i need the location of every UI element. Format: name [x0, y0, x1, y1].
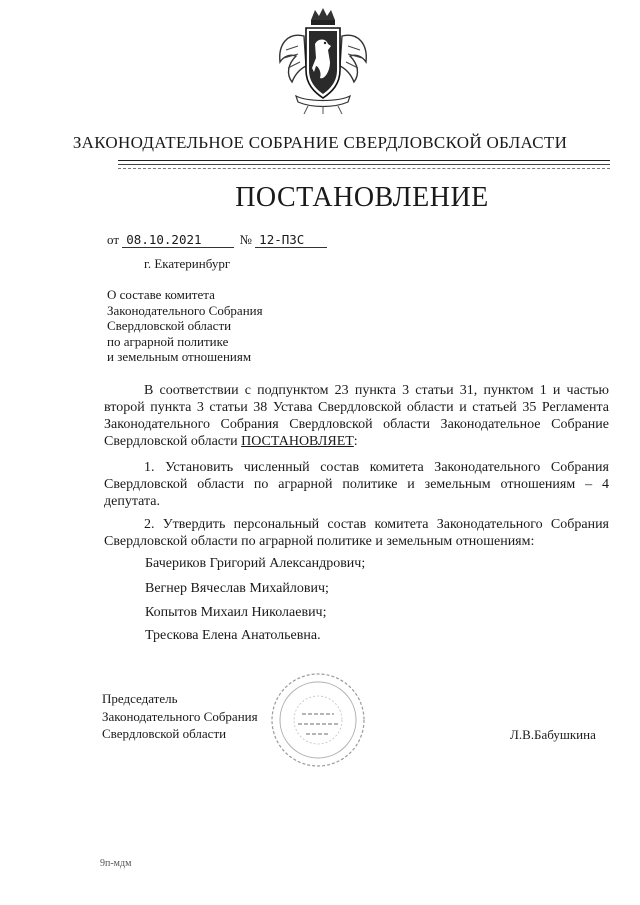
subject-line: О составе комитета: [107, 287, 215, 302]
document-subject: [107, 287, 263, 365]
clause-2: 2. Утвердить персональный состав комитета Законодательного Собрания Свердловской области по аграрной политике и земельным отношениям:: [104, 517, 609, 549]
preamble-colon: :: [353, 434, 358, 449]
member-name: Вегнер Вячеслав Михайлович;: [145, 581, 329, 596]
document-number: 12-ПЗС: [255, 232, 327, 248]
subject-line: Законодательного Собрания: [107, 302, 263, 318]
document-date: 08.10.2021: [122, 232, 234, 248]
clause-1: 1. Установить численный состав комитета Законодательного Собрания Свердловской области по аграрной политике и земельным отношениям – 4 депутата.: [104, 460, 609, 509]
member-name: Трескова Елена Анатольевна.: [145, 628, 321, 643]
header-rule: [118, 168, 610, 169]
header-rule: [118, 160, 610, 161]
signatory-name: Л.В.Бабушкина: [510, 727, 596, 742]
member-name: Копытов Михаил Николаевич;: [145, 605, 327, 620]
signatory-title-line: Председатель: [102, 691, 178, 706]
organization-name: ЗАКОНОДАТЕЛЬНОЕ СОБРАНИЕ СВЕРДЛОВСКОЙ ОБЛАСТИ: [72, 133, 568, 152]
header-rule: [118, 164, 610, 165]
document-code: 9п-мдм: [100, 858, 132, 869]
preamble-paragraph: [104, 382, 609, 450]
number-prefix: №: [239, 232, 252, 247]
date-number-line: [107, 232, 327, 248]
signatory-title-line: Законодательного Собрания: [102, 708, 258, 724]
preamble-text: В соответствии с подпунктом 23 пункта 3 статьи 31, пунктом 1 и частью второй пункта 3 статьи 38 Устава Свердловской области и статьей 35 Регламента Законодательного Собрания Свердловской области Законодательное Собрание Свердловской области: [104, 383, 609, 449]
date-prefix: от: [107, 232, 120, 247]
city-label: г. Екатеринбург: [144, 256, 231, 271]
document-type-title: ПОСТАНОВЛЕНИЕ: [235, 182, 489, 213]
signatory-title: [102, 690, 258, 743]
coat-of-arms-icon: [268, 6, 378, 116]
resolves-keyword: ПОСТАНОВЛЯЕТ: [241, 434, 354, 449]
subject-line: по аграрной политике: [107, 333, 229, 349]
seal-stamp-icon: [268, 670, 368, 770]
subject-line: и земельным отношениям: [107, 349, 252, 364]
member-name: Бачериков Григорий Александрович;: [145, 556, 366, 571]
subject-line: Свердловской области: [107, 318, 232, 333]
signatory-title-line: Свердловской области: [102, 726, 227, 741]
